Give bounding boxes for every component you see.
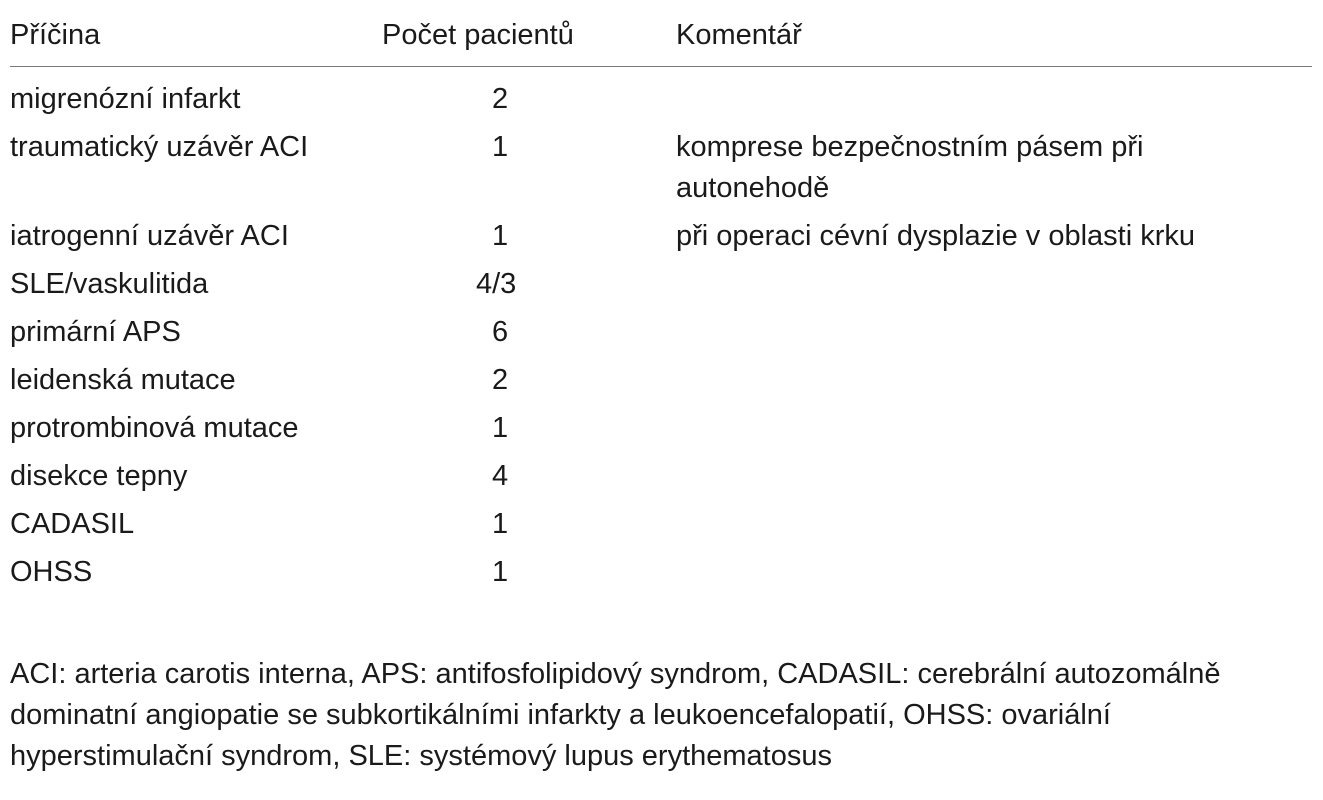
cause-cell: OHSS: [10, 556, 93, 588]
cause-cell: leidenská mutace: [10, 364, 236, 396]
cause-cell: iatrogenní uzávěr ACI: [10, 220, 289, 252]
count-cell: 2: [492, 364, 509, 396]
count-cell: 1: [492, 556, 509, 588]
table-row: [10, 405, 1312, 453]
cause-cell: traumatický uzávěr ACI: [10, 131, 309, 163]
table-header: [10, 14, 1312, 67]
header-patient-count: Počet pacientů: [382, 14, 676, 67]
comment-cell: [676, 549, 1312, 597]
table-row: [10, 357, 1312, 405]
cause-cell: SLE/vaskulitida: [10, 268, 209, 300]
count-cell: 1: [492, 220, 509, 252]
table-row: [10, 67, 1312, 125]
table-row: [10, 124, 1312, 213]
count-cell: 6: [492, 316, 509, 348]
cause-cell: CADASIL: [10, 508, 135, 540]
comment-cell: [676, 357, 1312, 405]
table-body: [10, 67, 1312, 598]
count-cell: 4/3: [476, 268, 517, 300]
header-cause: Příčina: [10, 14, 382, 67]
comment-cell: [676, 405, 1312, 453]
comment-cell: [676, 501, 1312, 549]
comment-cell: [676, 453, 1312, 501]
cause-cell: disekce tepny: [10, 460, 188, 492]
table-row: [10, 261, 1312, 309]
header-comment: Komentář: [676, 14, 1312, 67]
comment-cell: komprese bezpečnostním pásem při autonehodě: [676, 131, 1144, 204]
table-row: [10, 549, 1312, 597]
causes-table-container: [10, 14, 1312, 597]
cause-cell: protrombinová mutace: [10, 412, 299, 444]
table-row: [10, 213, 1312, 261]
table-row: [10, 309, 1312, 357]
comment-cell: [676, 67, 1312, 125]
causes-table: [10, 14, 1312, 597]
abbreviations-footnote: ACI: arteria carotis interna, APS: antifosfolipidový syndrom, CADASIL: cerebrální autozomálně dominatní angiopatie se subkortikálními infarkty a leukoencefalopatií, OHSS: ovariální hyperstimulační syndrom, SLE: systémový lupus erythematosus: [10, 658, 1221, 772]
count-cell: 1: [492, 131, 509, 163]
count-cell: 1: [492, 508, 509, 540]
cause-cell: migrenózní infarkt: [10, 83, 241, 115]
count-cell: 4: [492, 460, 509, 492]
comment-cell: při operaci cévní dysplazie v oblasti krku: [676, 220, 1196, 252]
table-row: [10, 453, 1312, 501]
table-row: [10, 501, 1312, 549]
header-row: [10, 14, 1312, 67]
comment-cell: [676, 309, 1312, 357]
cause-cell: primární APS: [10, 316, 181, 348]
count-cell: 2: [492, 83, 509, 115]
count-cell: 1: [492, 412, 509, 444]
comment-cell: [676, 261, 1312, 309]
